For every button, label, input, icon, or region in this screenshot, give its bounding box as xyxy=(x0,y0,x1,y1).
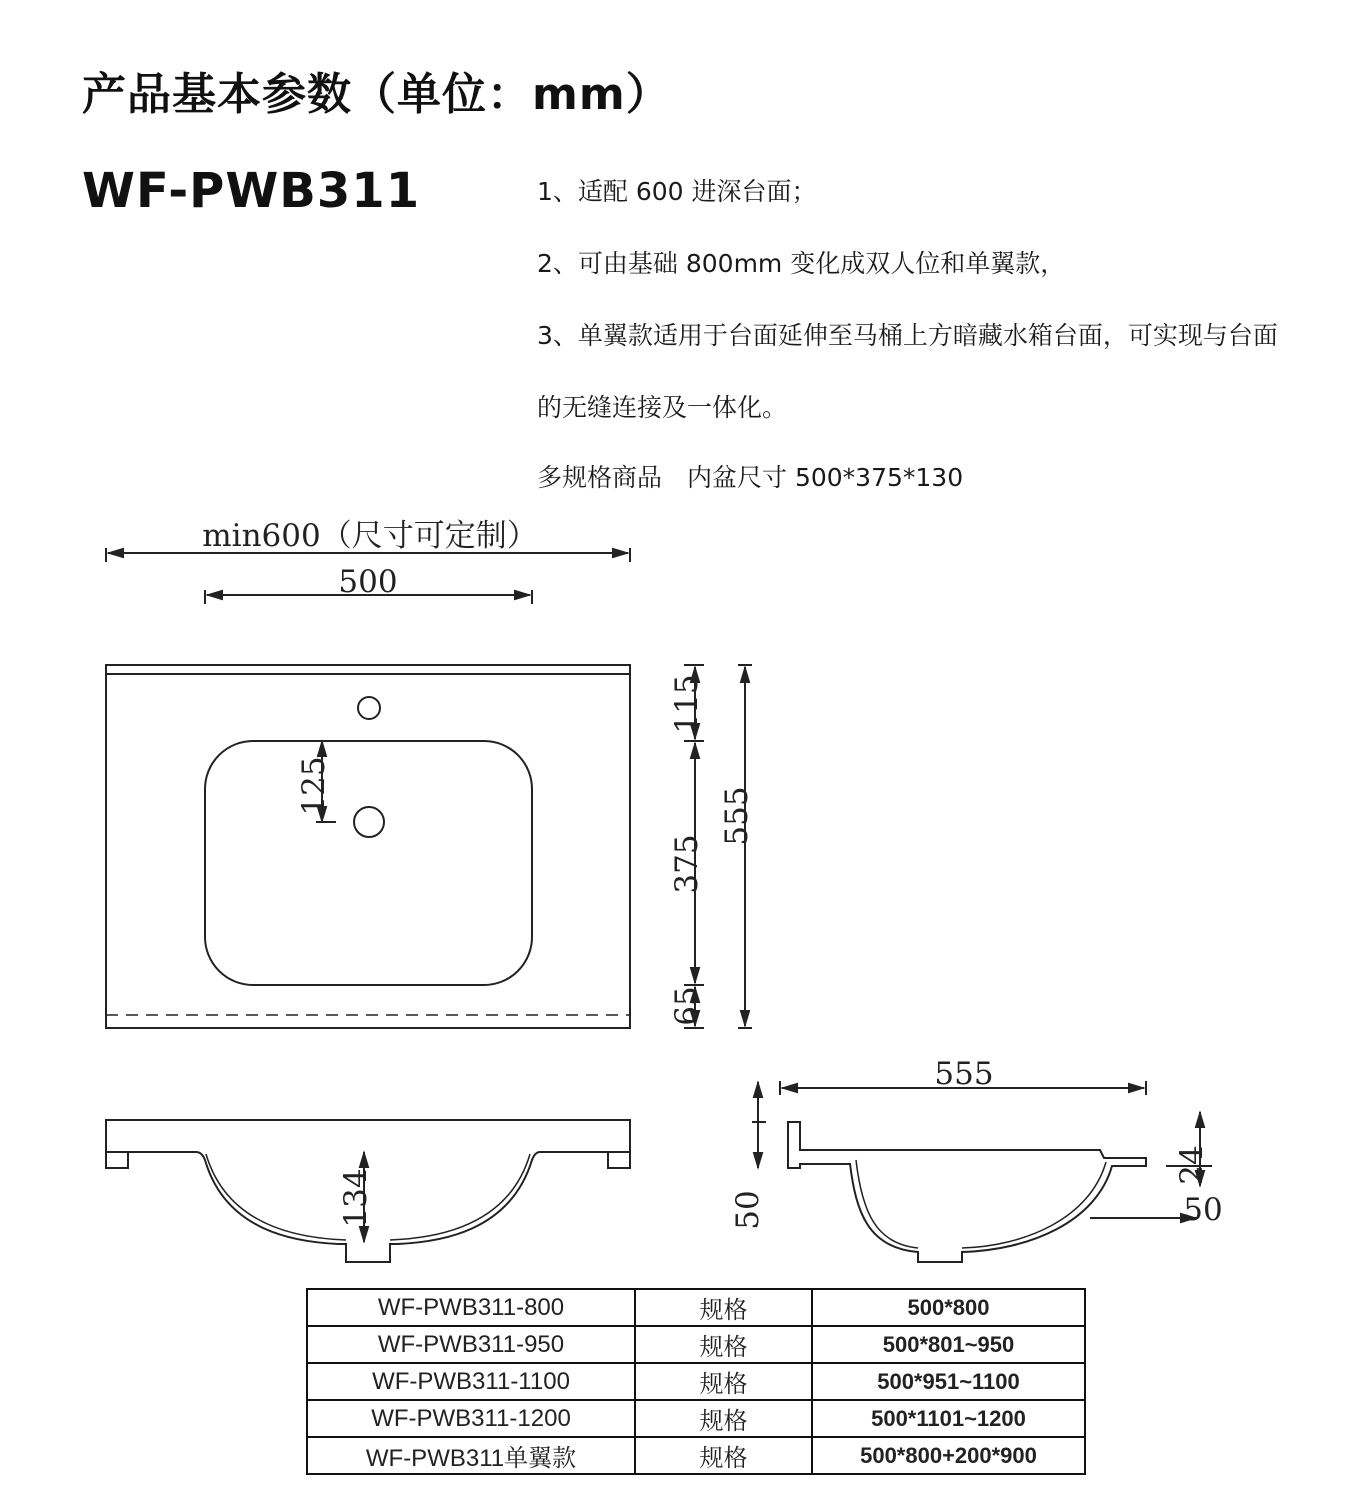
dim-375-label: 375 xyxy=(669,834,705,894)
spec-model: WF-PWB311单翼款 xyxy=(307,1437,635,1474)
spec-model: WF-PWB311-950 xyxy=(307,1326,635,1363)
dim-24-label: 24 xyxy=(1174,1145,1210,1185)
table-row xyxy=(307,1363,1085,1400)
dim-115-label: 115 xyxy=(669,674,705,734)
spec-size: 500*800 xyxy=(812,1289,1085,1326)
table-row xyxy=(307,1437,1085,1474)
description-line-5: 多规格商品 内盆尺寸 500*375*130 xyxy=(537,463,964,492)
spec-model: WF-PWB311-1200 xyxy=(307,1400,635,1437)
dim-65-label: 65 xyxy=(669,986,705,1026)
page-title: 产品基本参数（单位：mm） xyxy=(82,69,671,120)
spec-label: 规格 xyxy=(635,1400,812,1437)
spec-label: 规格 xyxy=(635,1326,812,1363)
spec-label: 规格 xyxy=(635,1363,812,1400)
dim-500-top xyxy=(205,564,532,604)
spec-size: 500*800+200*900 xyxy=(812,1437,1085,1474)
spec-table xyxy=(306,1288,1086,1475)
description-line-4: 的无缝连接及一体化。 xyxy=(537,393,788,422)
dim-555-vertical-label: 555 xyxy=(719,786,755,846)
description-line-2: 2、可由基础 800mm 变化成双人位和单翼款， xyxy=(537,249,1066,278)
dim-50-right-label: 50 xyxy=(1183,1192,1223,1228)
table-row xyxy=(307,1289,1085,1326)
dim-125-label: 125 xyxy=(296,756,332,816)
dim-min600-label: min600（尺寸可定制） xyxy=(202,518,538,554)
table-row xyxy=(307,1400,1085,1437)
model-name: WF-PWB311 xyxy=(82,163,421,219)
dim-min600 xyxy=(106,518,630,562)
spec-label: 规格 xyxy=(635,1289,812,1326)
spec-size: 500*1101~1200 xyxy=(812,1400,1085,1437)
description-line-3: 3、单翼款适用于台面延伸至马桶上方暗藏水箱台面，可实现与台面 xyxy=(537,321,1278,350)
dim-500-label: 500 xyxy=(338,564,398,600)
dim-134-label: 134 xyxy=(338,1168,374,1228)
plan-view xyxy=(106,665,630,1028)
description-line-1: 1、适配 600 进深台面； xyxy=(537,177,817,206)
side-section-view xyxy=(752,1081,1212,1262)
spec-model: WF-PWB311-800 xyxy=(307,1289,635,1326)
dim-555-horizontal-label: 555 xyxy=(934,1056,994,1092)
dim-50-left-label: 50 xyxy=(730,1190,766,1230)
spec-size: 500*801~950 xyxy=(812,1326,1085,1363)
spec-label: 规格 xyxy=(635,1437,812,1474)
spec-size: 500*951~1100 xyxy=(812,1363,1085,1400)
spec-model: WF-PWB311-1100 xyxy=(307,1363,635,1400)
table-row xyxy=(307,1326,1085,1363)
